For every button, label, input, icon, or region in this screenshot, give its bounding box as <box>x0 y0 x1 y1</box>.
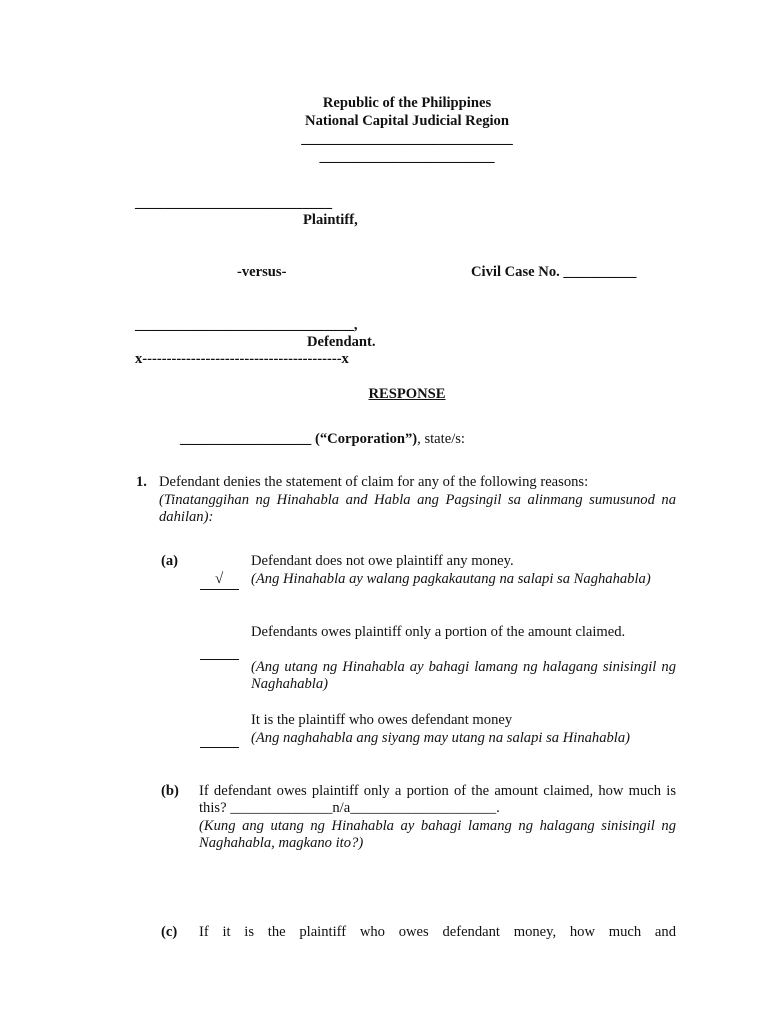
option-1-text: Defendant does not owe plaintiff any money. <box>251 553 514 569</box>
plaintiff-name-blank: ___________________________ <box>135 195 333 211</box>
item-1-translation: (Tinatanggihan ng Hinahabla and Habla ang Pagsingil sa alinmang sumusunod na dahilan): <box>159 492 676 525</box>
caption-divider: x-----------------------------------------x <box>135 351 349 367</box>
versus-label: -versus- <box>237 264 287 280</box>
option-1-checkmark[interactable]: √ <box>215 571 224 587</box>
item-b-text: If defendant owes plaintiff only a portion of the amount claimed, how much is this? ______________n/a____________________. <box>199 783 676 816</box>
item-c-text: If it is the plaintiff who owes defendant money, how much and <box>199 924 676 940</box>
item-1-number: 1. <box>136 474 147 490</box>
option-2-translation: (Ang utang ng Hinahabla ay bahagi lamang ng halagang sinisingil ng Naghahabla) <box>251 659 676 692</box>
intro-state: , state/s: <box>417 431 465 447</box>
option-2-check-blank[interactable] <box>200 659 239 660</box>
option-3-check-blank[interactable] <box>200 747 239 748</box>
header-branch-blank: _____________________________ <box>301 131 513 147</box>
defendant-name-blank: ______________________________, <box>135 317 358 333</box>
defendant-label: Defendant. <box>307 334 376 350</box>
header-city-blank: ________________________ <box>319 149 495 165</box>
option-3-text: It is the plaintiff who owes defendant money <box>251 712 513 728</box>
civil-case-number: Civil Case No. __________ <box>471 264 637 280</box>
item-1-text: Defendant denies the statement of claim for any of the following reasons: <box>159 474 589 490</box>
header-region: National Capital Judicial Region <box>305 113 509 129</box>
corporation-name-blank: __________________ <box>180 431 312 447</box>
item-b-translation: (Kung ang utang ng Hinahabla ay bahagi lamang ng halagang sinisingil ng Naghahabla, magkano ito?) <box>199 818 676 851</box>
item-b-label: (b) <box>161 783 179 799</box>
corporation-label: (“Corporation”) <box>315 431 418 447</box>
item-a-label: (a) <box>161 553 179 569</box>
intro-line <box>180 431 465 448</box>
option-1-check-blank[interactable] <box>200 589 239 590</box>
option-2-text: Defendants owes plaintiff only a portion of the amount claimed. <box>251 624 626 640</box>
item-c-label: (c) <box>161 924 178 940</box>
plaintiff-label: Plaintiff, <box>303 212 358 228</box>
option-1-translation: (Ang Hinahabla ay walang pagkakautang na salapi sa Naghahabla) <box>251 571 651 587</box>
option-3-translation: (Ang naghahabla ang siyang may utang na salapi sa Hinahabla) <box>251 730 631 746</box>
header-republic: Republic of the Philippines <box>322 95 492 111</box>
document-title: RESPONSE <box>368 386 446 402</box>
